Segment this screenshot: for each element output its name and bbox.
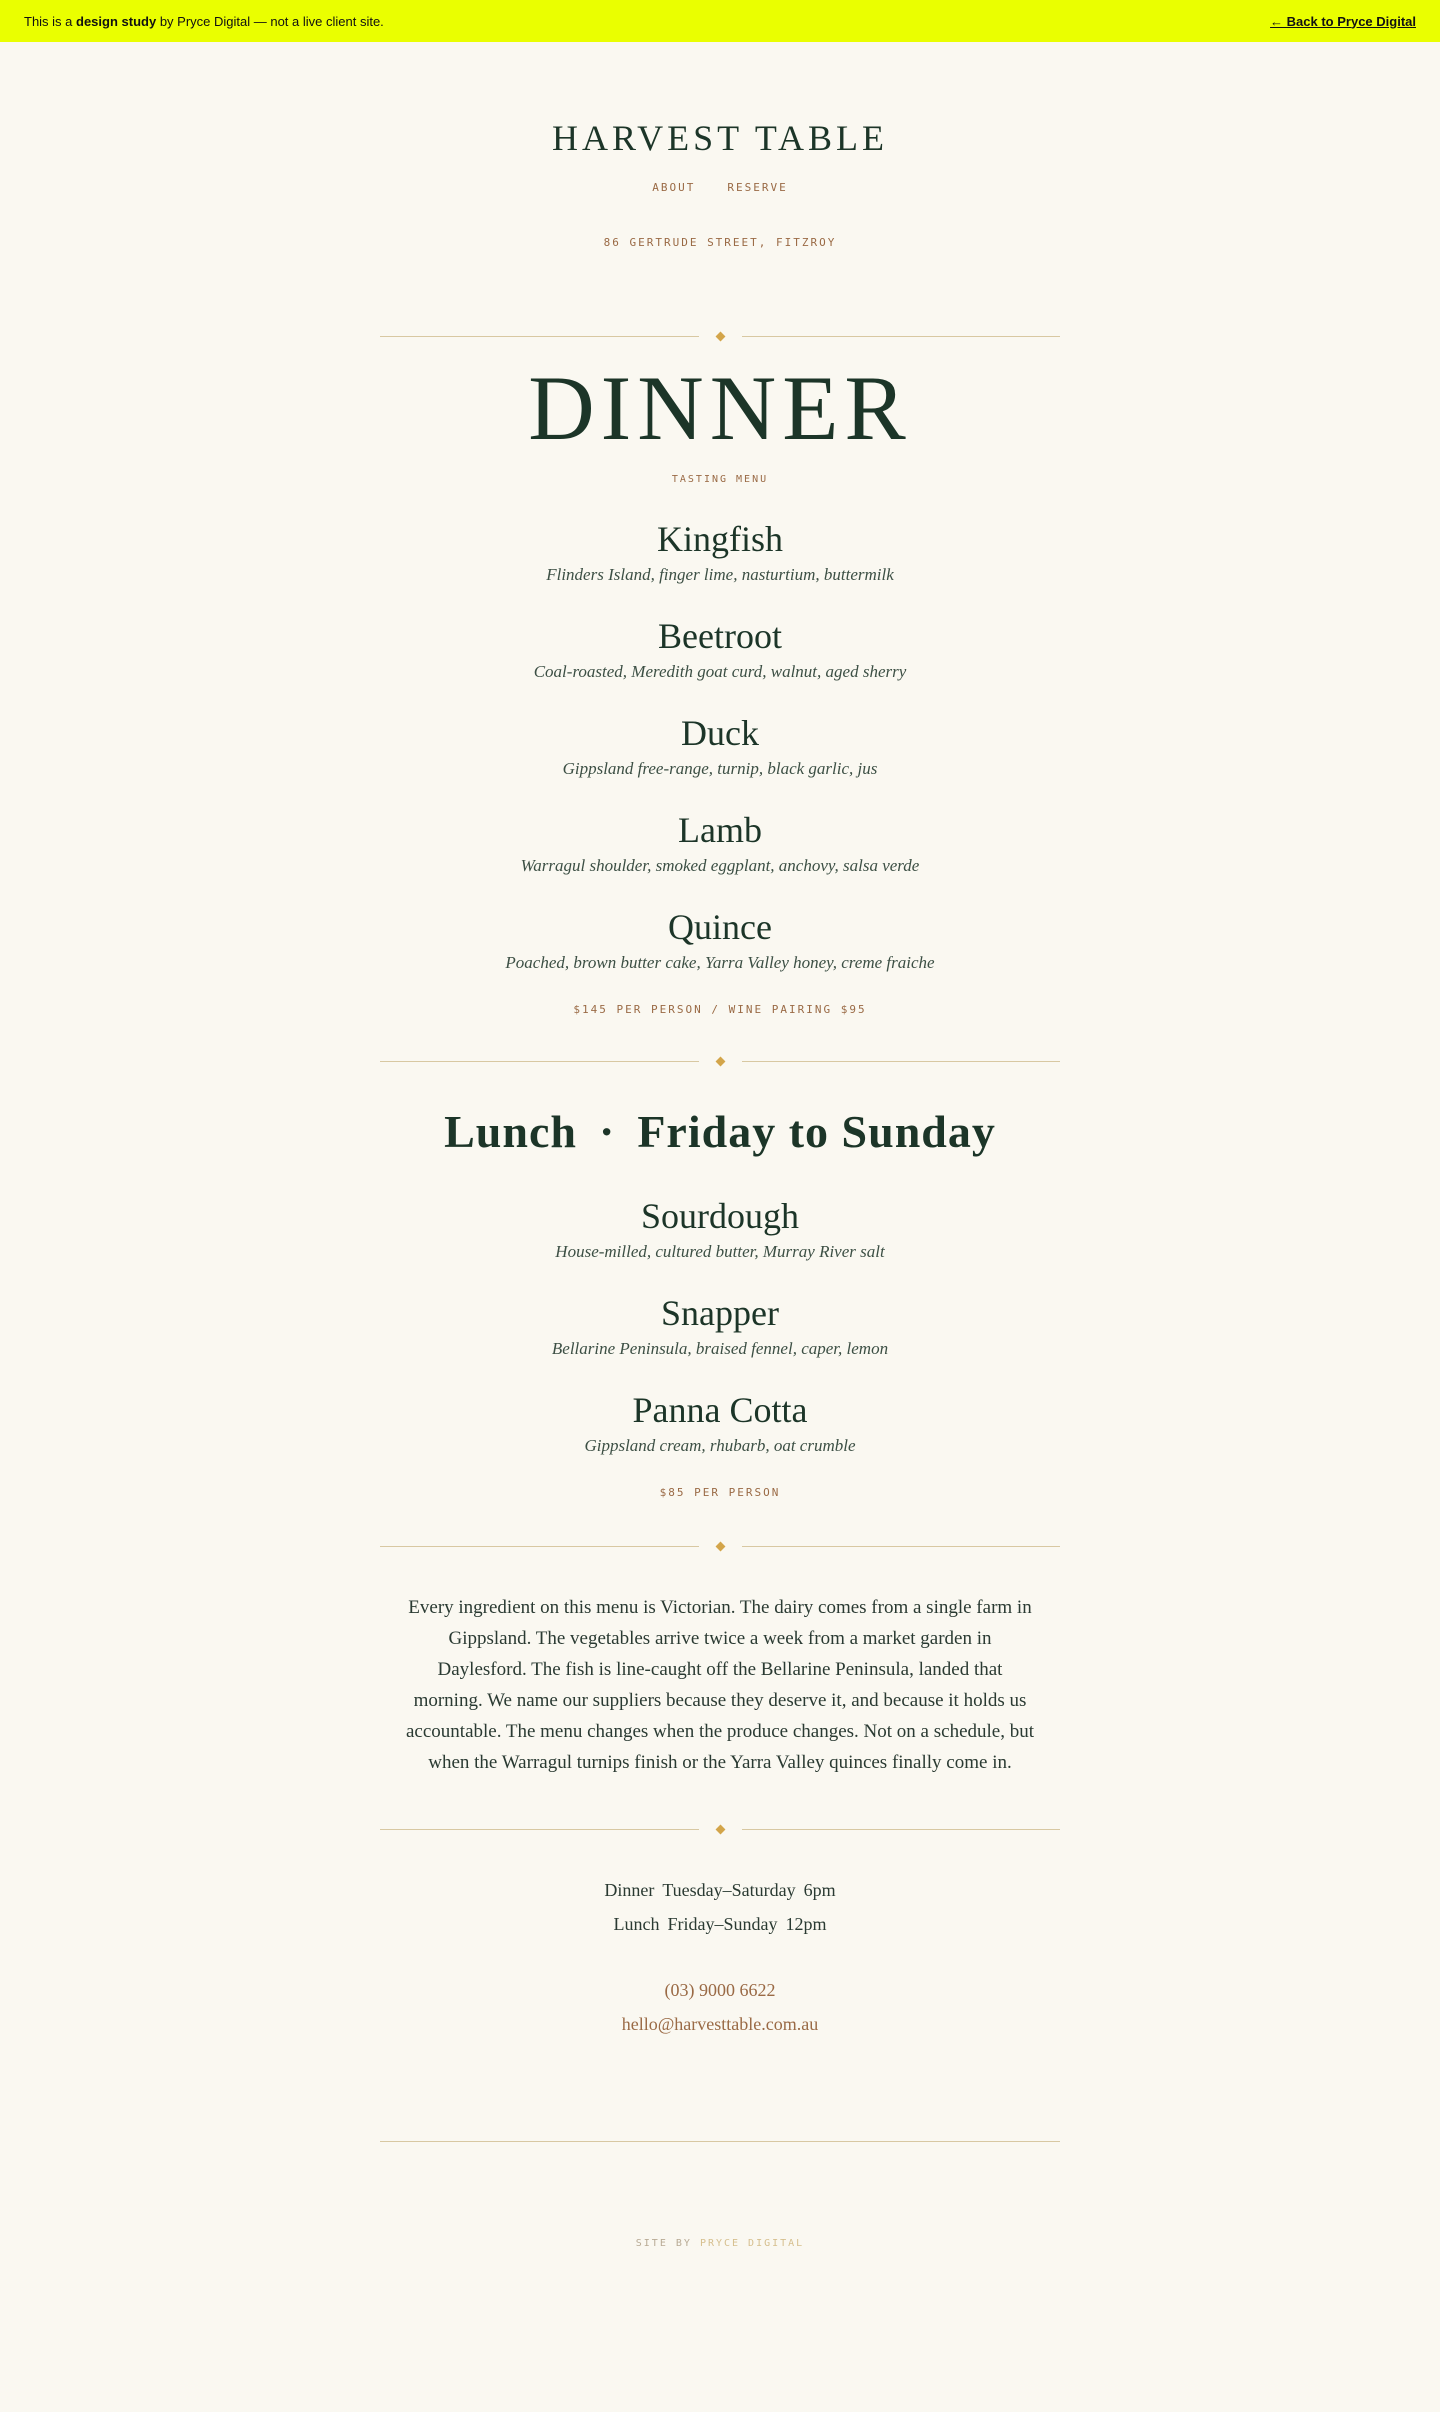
sourcing-story: Every ingredient on this menu is Victorian. The dairy comes from a single farm in Gippsland. The vegetables arrive twice a week from a market garden in Daylesford. The fish is line-caught off the Bellarine Peninsula, landed that morning. We name our suppliers because they deserve it, and because it holds us accountable. The menu changes when the produce changes. Not on a schedule, but when the Warragul turnips finish or the Yarra Valley quinces finally come in. [405,1597,1034,1773]
restaurant-address: 86 GERTRUDE STREET, FITZROY [603,236,837,249]
dinner-title: DINNER [528,357,912,459]
opening-hours [0,1873,1440,1941]
banner-emphasis: design study [76,13,157,29]
design-study-banner [0,0,1440,42]
hours-time: 6pm [803,1880,836,1900]
dish-item [0,521,1440,585]
footer-credit-link[interactable]: PRYCE DIGITAL [699,2238,805,2249]
dinner-section [0,357,1440,1016]
section-divider [380,333,1060,340]
dish-item [0,715,1440,779]
dish-item [0,909,1440,973]
banner-message [24,14,384,29]
diamond-icon [715,1825,725,1835]
dish-item [0,1295,1440,1359]
section-divider [380,1826,1060,1833]
dish-name: Beetroot [658,616,782,656]
footer-divider [380,2141,1060,2142]
lunch-days: Friday to Sunday [637,1106,996,1157]
dish-description: Flinders Island, finger lime, nasturtium, buttermilk [546,565,894,584]
dish-name: Kingfish [657,519,783,559]
site-header [0,117,1440,249]
phone-link[interactable]: (03) 9000 6622 [664,1980,776,2000]
dish-description: Gippsland cream, rhubarb, oat crumble [584,1436,856,1455]
lunch-dish-list [0,1198,1440,1456]
dish-item [0,812,1440,876]
dish-description: House-milled, cultured butter, Murray River salt [555,1242,885,1261]
nav-reserve-link[interactable]: RESERVE [727,181,788,194]
email-link[interactable]: hello@harvesttable.com.au [621,2014,819,2034]
divider-line [742,1546,1061,1547]
section-divider [380,1543,1060,1550]
dinner-kicker: TASTING MENU [671,474,769,485]
banner-prefix: This is a [24,13,77,29]
nav-about-link[interactable]: ABOUT [652,181,696,194]
divider-line [380,336,699,337]
lunch-label: Lunch [444,1106,577,1157]
dish-description: Warragul shoulder, smoked eggplant, anchovy, salsa verde [520,856,920,875]
divider-line [380,1829,699,1830]
diamond-icon [715,1057,725,1067]
lunch-price: $85 PER PERSON [659,1486,781,1499]
contact-details [0,1973,1440,2041]
dish-description: Gippsland free-range, turnip, black garlic, jus [562,759,878,778]
footer-credit-prefix: SITE BY [635,2238,700,2249]
divider-line [742,1829,1061,1830]
hours-time: 12pm [785,1914,827,1934]
hours-row [0,1907,1440,1941]
lunch-section [0,1105,1440,1499]
dish-description: Bellarine Peninsula, braised fennel, caper, lemon [551,1339,889,1358]
dish-name: Sourdough [640,1196,799,1236]
back-to-pryce-link[interactable]: ← Back to Pryce Digital [1270,13,1416,29]
hours-service: Lunch [613,1914,660,1934]
main-nav [0,181,1440,194]
dish-item [0,1198,1440,1262]
divider-line [742,336,1061,337]
dinner-dish-list [0,521,1440,973]
divider-line [742,1061,1061,1062]
hours-days: Tuesday–Saturday [662,1880,796,1900]
site-footer [0,2238,1440,2295]
diamond-icon [715,1542,725,1552]
dish-description: Poached, brown butter cake, Yarra Valley honey, creme fraiche [505,953,935,972]
divider-line [380,1061,699,1062]
divider-line [380,1546,699,1547]
title-separator: · [598,1106,616,1157]
hours-row [0,1873,1440,1907]
hours-days: Friday–Sunday [667,1914,778,1934]
dish-name: Snapper [661,1293,779,1333]
lunch-title [0,1105,1440,1158]
dish-item [0,1392,1440,1456]
dinner-price: $145 PER PERSON / WINE PAIRING $95 [573,1003,867,1016]
dish-name: Lamb [678,810,762,850]
dish-name: Panna Cotta [632,1390,808,1430]
hours-service: Dinner [604,1880,655,1900]
banner-suffix: by Pryce Digital — not a live client site. [156,13,384,29]
dish-name: Quince [668,907,772,947]
dish-name: Duck [681,713,759,753]
dish-item [0,618,1440,682]
section-divider [380,1058,1060,1065]
brand-logo[interactable]: HARVEST TABLE [552,118,888,158]
dish-description: Coal-roasted, Meredith goat curd, walnut, aged sherry [533,662,907,681]
diamond-icon [715,332,725,342]
